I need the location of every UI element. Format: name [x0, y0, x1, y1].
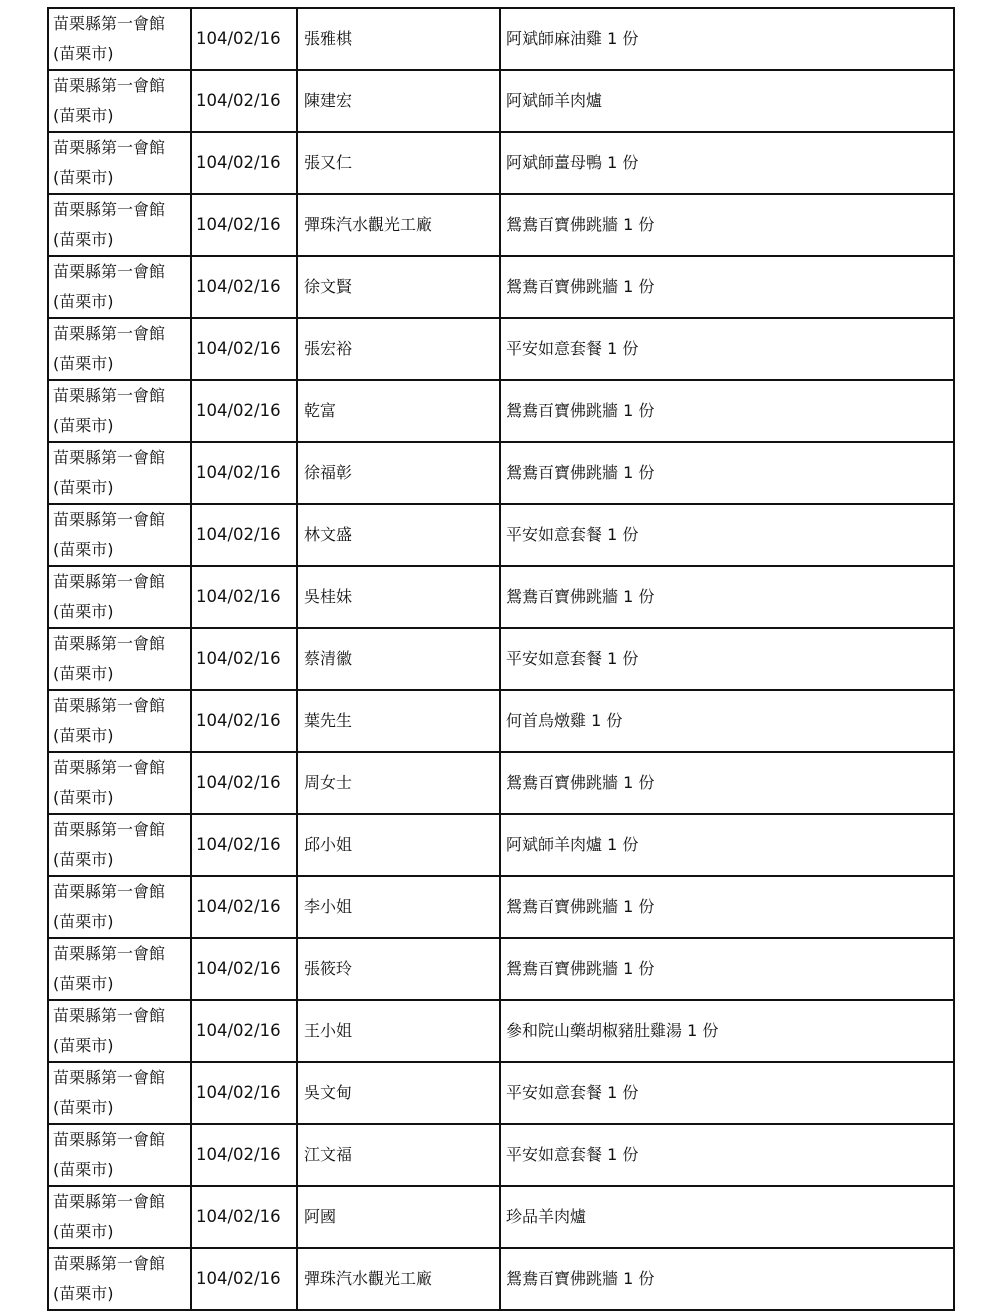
item-cell: 鴛鴦百寶佛跳牆 1 份: [500, 380, 954, 442]
item-cell: 阿斌師羊肉爐 1 份: [500, 814, 954, 876]
name-cell: 蔡清徽: [297, 628, 500, 690]
date-cell: 104/02/16: [191, 876, 297, 938]
venue-name: 苗栗縣第一會館: [53, 1068, 166, 1087]
venue-name: 苗栗縣第一會館: [53, 696, 166, 715]
name-cell: 周女士: [297, 752, 500, 814]
venue-name: 苗栗縣第一會館: [53, 758, 166, 777]
venue-cell: [48, 8, 191, 70]
venue-city: (苗栗市): [53, 974, 114, 993]
venue-city: (苗栗市): [53, 292, 114, 311]
name-cell: 林文盛: [297, 504, 500, 566]
date-cell: 104/02/16: [191, 442, 297, 504]
venue-city: (苗栗市): [53, 1036, 114, 1055]
table-row: [48, 442, 954, 504]
venue-cell: [48, 256, 191, 318]
venue-city: (苗栗市): [53, 602, 114, 621]
item-cell: 參和院山藥胡椒豬肚雞湯 1 份: [500, 1000, 954, 1062]
name-cell: 張筱玲: [297, 938, 500, 1000]
name-cell: 彈珠汽水觀光工廠: [297, 194, 500, 256]
date-cell: 104/02/16: [191, 380, 297, 442]
item-cell: 阿斌師羊肉爐: [500, 70, 954, 132]
item-cell: 鴛鴦百寶佛跳牆 1 份: [500, 442, 954, 504]
date-cell: 104/02/16: [191, 318, 297, 380]
name-cell: 葉先生: [297, 690, 500, 752]
name-cell: 阿國: [297, 1186, 500, 1248]
item-cell: 平安如意套餐 1 份: [500, 1124, 954, 1186]
venue-name: 苗栗縣第一會館: [53, 200, 166, 219]
venue-city: (苗栗市): [53, 1284, 114, 1303]
venue-cell: [48, 938, 191, 1000]
venue-cell: [48, 1248, 191, 1310]
table-row: [48, 690, 954, 752]
venue-name: 苗栗縣第一會館: [53, 76, 166, 95]
document-page: [47, 7, 953, 1311]
venue-cell: [48, 814, 191, 876]
venue-name: 苗栗縣第一會館: [53, 386, 166, 405]
table-row: [48, 1000, 954, 1062]
venue-city: (苗栗市): [53, 1098, 114, 1117]
venue-cell: [48, 318, 191, 380]
venue-cell: [48, 70, 191, 132]
name-cell: 陳建宏: [297, 70, 500, 132]
item-cell: 平安如意套餐 1 份: [500, 504, 954, 566]
venue-cell: [48, 752, 191, 814]
table-row: [48, 876, 954, 938]
name-cell: 江文福: [297, 1124, 500, 1186]
name-cell: 邱小姐: [297, 814, 500, 876]
records-table-body: [48, 8, 954, 1310]
item-cell: 珍品羊肉爐: [500, 1186, 954, 1248]
table-row: [48, 628, 954, 690]
table-row: [48, 752, 954, 814]
item-cell: 鴛鴦百寶佛跳牆 1 份: [500, 752, 954, 814]
venue-name: 苗栗縣第一會館: [53, 448, 166, 467]
venue-name: 苗栗縣第一會館: [53, 138, 166, 157]
date-cell: 104/02/16: [191, 1248, 297, 1310]
item-cell: 鴛鴦百寶佛跳牆 1 份: [500, 1248, 954, 1310]
venue-cell: [48, 1186, 191, 1248]
table-row: [48, 256, 954, 318]
date-cell: 104/02/16: [191, 566, 297, 628]
venue-name: 苗栗縣第一會館: [53, 1006, 166, 1025]
date-cell: 104/02/16: [191, 194, 297, 256]
venue-name: 苗栗縣第一會館: [53, 262, 166, 281]
venue-cell: [48, 1062, 191, 1124]
name-cell: 張宏裕: [297, 318, 500, 380]
date-cell: 104/02/16: [191, 1124, 297, 1186]
venue-city: (苗栗市): [53, 664, 114, 683]
venue-city: (苗栗市): [53, 168, 114, 187]
venue-name: 苗栗縣第一會館: [53, 1192, 166, 1211]
venue-city: (苗栗市): [53, 540, 114, 559]
venue-city: (苗栗市): [53, 478, 114, 497]
item-cell: 鴛鴦百寶佛跳牆 1 份: [500, 876, 954, 938]
item-cell: 鴛鴦百寶佛跳牆 1 份: [500, 566, 954, 628]
venue-city: (苗栗市): [53, 912, 114, 931]
venue-cell: [48, 1000, 191, 1062]
date-cell: 104/02/16: [191, 814, 297, 876]
date-cell: 104/02/16: [191, 1000, 297, 1062]
name-cell: 吳文甸: [297, 1062, 500, 1124]
table-row: [48, 194, 954, 256]
name-cell: 張雅棋: [297, 8, 500, 70]
venue-city: (苗栗市): [53, 850, 114, 869]
table-row: [48, 1062, 954, 1124]
item-cell: 鴛鴦百寶佛跳牆 1 份: [500, 194, 954, 256]
item-cell: 阿斌師麻油雞 1 份: [500, 8, 954, 70]
date-cell: 104/02/16: [191, 752, 297, 814]
table-row: [48, 814, 954, 876]
table-row: [48, 1124, 954, 1186]
name-cell: 彈珠汽水觀光工廠: [297, 1248, 500, 1310]
name-cell: 乾富: [297, 380, 500, 442]
date-cell: 104/02/16: [191, 8, 297, 70]
name-cell: 李小姐: [297, 876, 500, 938]
item-cell: 何首烏燉雞 1 份: [500, 690, 954, 752]
venue-name: 苗栗縣第一會館: [53, 324, 166, 343]
venue-city: (苗栗市): [53, 106, 114, 125]
venue-city: (苗栗市): [53, 788, 114, 807]
item-cell: 平安如意套餐 1 份: [500, 628, 954, 690]
date-cell: 104/02/16: [191, 690, 297, 752]
date-cell: 104/02/16: [191, 628, 297, 690]
venue-name: 苗栗縣第一會館: [53, 1130, 166, 1149]
table-row: [48, 8, 954, 70]
venue-name: 苗栗縣第一會館: [53, 944, 166, 963]
date-cell: 104/02/16: [191, 1186, 297, 1248]
item-cell: 鴛鴦百寶佛跳牆 1 份: [500, 256, 954, 318]
venue-name: 苗栗縣第一會館: [53, 820, 166, 839]
venue-cell: [48, 194, 191, 256]
venue-cell: [48, 876, 191, 938]
venue-name: 苗栗縣第一會館: [53, 634, 166, 653]
date-cell: 104/02/16: [191, 1062, 297, 1124]
venue-city: (苗栗市): [53, 1222, 114, 1241]
venue-cell: [48, 380, 191, 442]
name-cell: 張又仁: [297, 132, 500, 194]
venue-city: (苗栗市): [53, 1160, 114, 1179]
name-cell: 徐福彰: [297, 442, 500, 504]
item-cell: 阿斌師薑母鴨 1 份: [500, 132, 954, 194]
venue-name: 苗栗縣第一會館: [53, 14, 166, 33]
item-cell: 平安如意套餐 1 份: [500, 318, 954, 380]
date-cell: 104/02/16: [191, 256, 297, 318]
venue-cell: [48, 628, 191, 690]
venue-city: (苗栗市): [53, 44, 114, 63]
venue-city: (苗栗市): [53, 726, 114, 745]
date-cell: 104/02/16: [191, 938, 297, 1000]
item-cell: 鴛鴦百寶佛跳牆 1 份: [500, 938, 954, 1000]
venue-cell: [48, 442, 191, 504]
table-row: [48, 318, 954, 380]
table-row: [48, 938, 954, 1000]
venue-cell: [48, 504, 191, 566]
date-cell: 104/02/16: [191, 504, 297, 566]
name-cell: 王小姐: [297, 1000, 500, 1062]
date-cell: 104/02/16: [191, 70, 297, 132]
table-row: [48, 1248, 954, 1310]
table-row: [48, 70, 954, 132]
records-table: [47, 7, 955, 1311]
venue-name: 苗栗縣第一會館: [53, 882, 166, 901]
name-cell: 吳桂妹: [297, 566, 500, 628]
table-row: [48, 1186, 954, 1248]
venue-name: 苗栗縣第一會館: [53, 1254, 166, 1273]
table-row: [48, 132, 954, 194]
item-cell: 平安如意套餐 1 份: [500, 1062, 954, 1124]
venue-city: (苗栗市): [53, 354, 114, 373]
date-cell: 104/02/16: [191, 132, 297, 194]
venue-cell: [48, 690, 191, 752]
venue-name: 苗栗縣第一會館: [53, 510, 166, 529]
table-row: [48, 566, 954, 628]
table-row: [48, 504, 954, 566]
table-row: [48, 380, 954, 442]
venue-name: 苗栗縣第一會館: [53, 572, 166, 591]
venue-cell: [48, 1124, 191, 1186]
venue-cell: [48, 566, 191, 628]
venue-cell: [48, 132, 191, 194]
venue-city: (苗栗市): [53, 230, 114, 249]
name-cell: 徐文賢: [297, 256, 500, 318]
venue-city: (苗栗市): [53, 416, 114, 435]
